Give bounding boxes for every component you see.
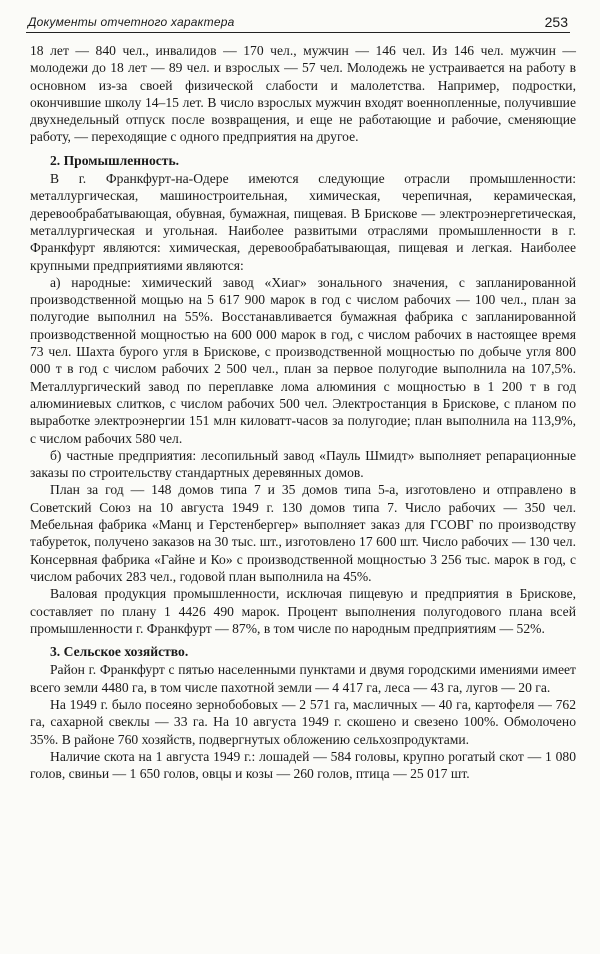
paragraph: б) частные предприятия: лесопильный завод «Пауль Шмидт» выполняет репарационные заказы по строительству стандартных деревянных домов. [30,447,576,481]
paragraph: В г. Франкфурт-на-Одере имеются следующие отрасли промышленности: металлургическая, машиностроительная, химическая, черепичная, керамическая, деревообрабатывающая, обувная, бумажная, пищевая. В Брискове — электроэнергетическая, металлургическая и угольная. Наиболее развитыми отраслями промышленности в г. Франкфурт являются: химическая, деревообрабатывающая, пищевая и легкая. Наиболее крупными предприятиями являются: [30,171,576,273]
running-head: Документы отчетного характера [28,15,235,29]
page-header [26,10,570,33]
page-number: 253 [544,14,568,30]
paragraph: 18 лет — 840 чел., инвалидов — 170 чел., мужчин — 146 чел. Из 146 чел. мужчин — молодежи до 18 лет — 89 чел. и взрослых — 57 чел. Молодежь не устраивается на работу в основном из-за своей физической слабости и малолетства. Например, подростки, окончившие школу 14–15 лет. В число взрослых мужчин входят военнопленные, получившие двухнедельный отпуск после возвращения, и еще не работающие и рабочие, сменяющие работу, — переходящие с одного предприятия на другое. [30,43,576,145]
page-body [30,42,576,782]
paragraph: Валовая продукция промышленности, исключая пищевую и предприятия в Брискове, составляет по плану 1 4426 490 марок. Процент выполнения полугодового плана всей промышленности г. Франкфурт — 87%, в том числе по народным предприятиям — 52%. [30,586,576,636]
paragraph: а) народные: химический завод «Хиаг» зонального значения, с запланированной производственной мощью на 5 617 900 марок в год с числом рабочих — 100 чел., план за полугодие выполнил на 55%. Восстанавливается бумажная фабрика с запланированной производственной мощностью на 600 000 марок в год, с числом рабочих в настоящее время 73 чел. Шахта бурого угля в Брискове, с производственной мощностью по добыче угля 800 000 т в год с числом рабочих 2 500 чел., план за первое полугодие выполнила на 107,5%. Металлургический завод по переплавке лома алюминия с мощностью в 1 200 т в год алюминиевых слитков, с числом рабочих 500 чел. Электростанция в Брискове, с планом по выработке электроэнергии 151 млн киловатт-часов за полугодие; план выполнила на 113,9%, с числом рабочих 580 чел. [30,274,576,446]
paragraph: План за год — 148 домов типа 7 и 35 домов типа 5-а, изготовлено и отправлено в Советский Союз на 10 августа 1949 г. 130 домов типа 7. Число рабочих — 350 чел. Мебельная фабрика «Манц и Герстенбергер» выполняет заказ для ГСОВГ по производству табуреток, получено заказов на 30 тыс. шт., изготовлено 17 600 шт. Число рабочих — 130 чел. Консервная фабрика «Гайне и Ко» с производственной мощностью 3 256 тыс. марок в год, с числом рабочих 283 чел., годовой план выполнила на 45%. [30,482,576,584]
paragraph: Наличие скота на 1 августа 1949 г.: лошадей — 584 головы, крупно рогатый скот — 1 080 голов, свиньи — 1 650 голов, овцы и козы — 260 голов, птица — 25 017 шт. [30,748,576,782]
paragraph: На 1949 г. было посеяно зернобобовых — 2 571 га, масличных — 40 га, картофеля — 762 га, сахарной свеклы — 33 га. На 10 августа 1949 г. скошено и свезено 100%. Обмолочено 35%. В районе 760 хозяйств, подвергнутых обложению сельхозпродуктами. [30,696,576,747]
section-heading-agriculture: 3. Сельское хозяйство. [50,644,189,660]
section-heading-industry: 2. Промышленность. [50,152,180,168]
paragraph: Район г. Франкфурт с пятью населенными пунктами и двумя городскими имениями имеет всего земли 4480 га, в том числе пахотной земли — 4 417 га, леса — 43 га, лугов — 20 га. [30,662,576,695]
